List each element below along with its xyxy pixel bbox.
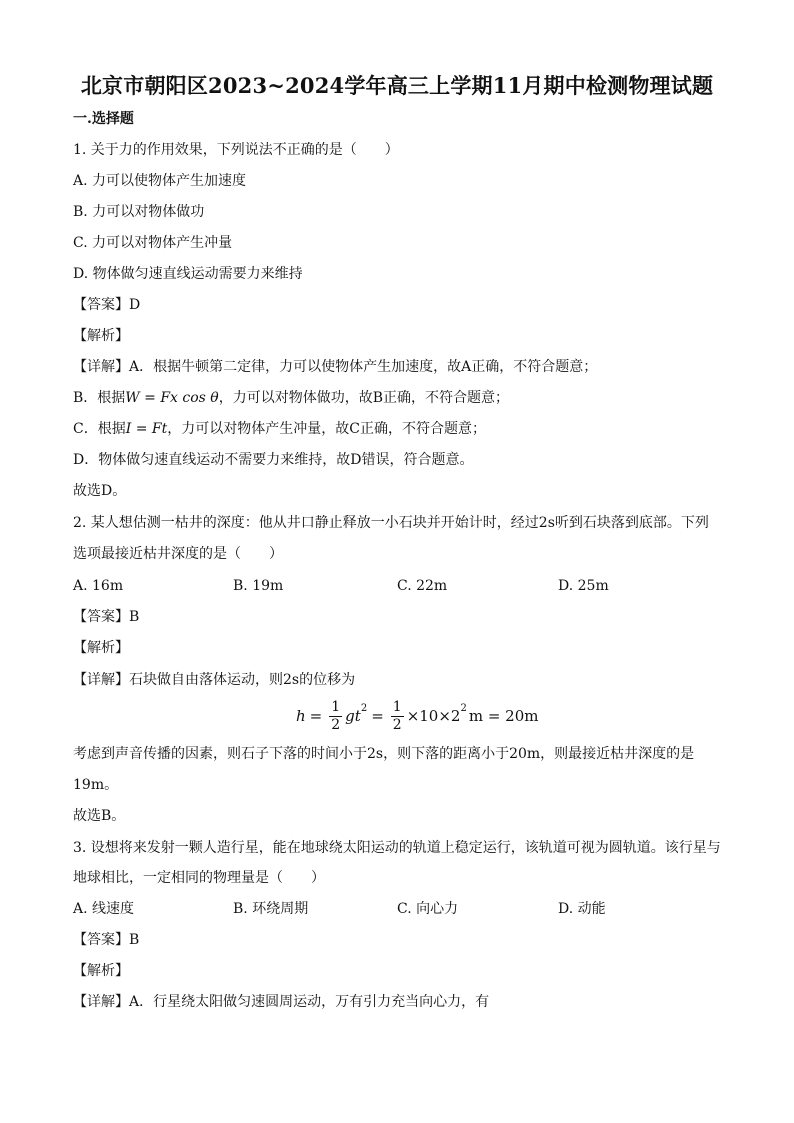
- question-2-analysis-label: 【解析】: [73, 640, 129, 656]
- formula-eq2: =: [371, 707, 384, 725]
- page-title: 北京市朝阳区2023~2024学年高三上学期11月期中检测物理试题: [80, 73, 714, 98]
- question-1-detail-a: 【详解】A．根据牛顿第二定律，力可以使物体产生加速度，故A正确，不符合题意；: [73, 359, 598, 375]
- question-3-stem-line2: 地球相比，一定相同的物理量是（ ）: [73, 870, 325, 886]
- question-3-option-c: C. 向心力: [397, 901, 459, 917]
- question-1-stem: 1. 关于力的作用效果，下列说法不正确的是（ ）: [73, 142, 399, 158]
- detail-c-prefix: C．根据: [73, 421, 126, 437]
- question-3-option-b: B. 环绕周期: [233, 901, 309, 917]
- formula-rest: ×10×2: [406, 707, 461, 725]
- question-3-analysis-label: 【解析】: [73, 963, 129, 979]
- frac1-num: 1: [331, 698, 341, 715]
- section-heading: 一.选择题: [73, 111, 134, 127]
- question-3-detail: 【详解】A．行星绕太阳做匀速圆周运动，万有引力充当向心力，有: [73, 994, 490, 1010]
- formula-frac1: [329, 699, 342, 734]
- question-2-option-a: A. 16m: [73, 578, 124, 594]
- question-1-option-c: C. 力可以对物体产生冲量: [73, 235, 233, 251]
- question-2-conclusion: 故选B。: [73, 808, 126, 824]
- formula-sq2: 2: [460, 702, 467, 714]
- detail-b-suffix: ，力可以对物体做功，故B正确，不符合题意；: [218, 390, 510, 406]
- question-1-analysis-label: 【解析】: [73, 328, 129, 344]
- detail-c-suffix: ，力可以对物体产生冲量，故C正确，不符合题意；: [167, 421, 486, 437]
- free-fall-formula: [296, 696, 538, 736]
- question-1-conclusion: 故选D。: [73, 483, 127, 499]
- formula-eq1: =: [309, 707, 323, 725]
- question-1-detail-d: D．物体做匀速直线运动不需要力来维持，故D错误，符合题意。: [73, 452, 474, 468]
- question-1-detail-c: [73, 420, 486, 438]
- question-2-after-line1: 考虑到声音传播的因素，则石子下落的时间小于2s，则下落的距离小于20m，则最接近枯井深度的是: [73, 746, 695, 762]
- frac2-num: 1: [392, 698, 402, 715]
- question-1-option-a: A. 力可以使物体产生加速度: [73, 173, 247, 189]
- question-2-detail: 【详解】石块做自由落体运动，则2s的位移为: [73, 672, 356, 688]
- question-3-option-d: D. 动能: [558, 901, 606, 917]
- frac1-den: 2: [331, 716, 341, 733]
- question-3-answer: 【答案】B: [73, 932, 140, 948]
- question-3-stem-line1: 3. 设想将来发射一颗人造行星，能在地球绕太阳运动的轨道上稳定运行，该轨道可视为圆轨道。该行星与: [73, 840, 721, 856]
- question-2-answer: 【答案】B: [73, 609, 140, 625]
- question-1-answer: 【答案】D: [73, 297, 141, 313]
- formula-frac2: [391, 699, 404, 734]
- formula-h: h: [296, 707, 306, 725]
- frac2-den: 2: [392, 716, 402, 733]
- question-2-stem-line1: 2. 某人想估测一枯井的深度：他从井口静止释放一小石块并开始计时，经过2s听到石块落到底部。下列: [73, 515, 709, 531]
- formula-gt: gt: [345, 707, 361, 725]
- question-2-after-line2: 19m。: [73, 777, 119, 793]
- question-2-option-b: B. 19m: [233, 578, 284, 594]
- question-3-option-a: A. 线速度: [73, 901, 135, 917]
- detail-b-prefix: B．根据: [73, 390, 126, 406]
- work-formula: W = Fx cos θ: [125, 390, 219, 406]
- question-1-option-d: D. 物体做匀速直线运动需要力来维持: [73, 266, 303, 282]
- question-1-detail-b: [73, 389, 509, 407]
- question-1-option-b: B. 力可以对物体做功: [73, 204, 205, 220]
- question-2-option-d: D. 25m: [558, 578, 609, 594]
- question-2-stem-line2: 选项最接近枯井深度的是（ ）: [73, 546, 283, 562]
- impulse-formula: I = Ft: [125, 421, 168, 437]
- formula-sq: 2: [360, 702, 368, 714]
- question-2-option-c: C. 22m: [397, 578, 448, 594]
- formula-tail: m = 20m: [468, 707, 539, 725]
